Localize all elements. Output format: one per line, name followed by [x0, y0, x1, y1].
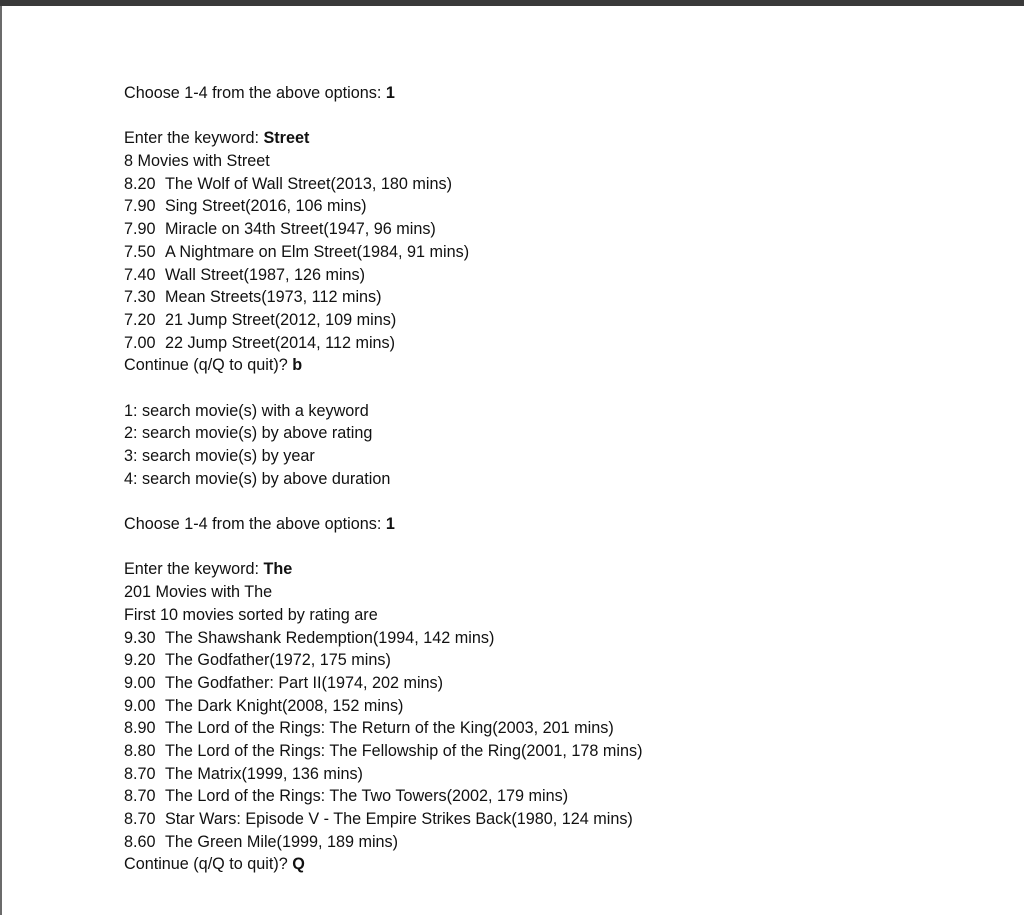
movie-rating: 8.60 — [124, 832, 156, 851]
movie-rating: 7.50 — [124, 242, 156, 261]
keyword-answer: The — [263, 560, 293, 579]
blank-line — [124, 536, 1004, 559]
movie-title: Sing Street(2016, 106 mins) — [165, 197, 367, 216]
movie-rating: 9.20 — [124, 651, 156, 670]
movie-row — [124, 717, 1004, 740]
movie-title: The Lord of the Rings: The Two Towers(2002, 179 mins) — [165, 787, 569, 806]
movie-row — [124, 309, 1004, 332]
movie-row — [124, 808, 1004, 831]
blank-line — [124, 490, 1004, 513]
continue-line — [124, 853, 1004, 876]
movie-rating: 8.20 — [124, 174, 156, 193]
movie-row — [124, 264, 1004, 287]
movie-title: Wall Street(1987, 126 mins) — [165, 265, 366, 284]
movie-title: 22 Jump Street(2014, 112 mins) — [165, 333, 396, 352]
movie-rating: 7.40 — [124, 265, 156, 284]
movie-row — [124, 332, 1004, 355]
choose-prompt: Choose 1-4 from the above options: — [124, 515, 386, 534]
movie-row — [124, 286, 1004, 309]
sorted-note: First 10 movies sorted by rating are — [124, 605, 378, 624]
movie-rating: 8.70 — [124, 764, 156, 783]
movie-title: The Shawshank Redemption(1994, 142 mins) — [165, 628, 495, 647]
movie-rating: 7.90 — [124, 220, 156, 239]
continue-prompt: Continue (q/Q to quit)? — [124, 356, 293, 375]
blank-line — [124, 377, 1004, 400]
movie-row — [124, 649, 1004, 672]
keyword-answer: Street — [263, 129, 310, 148]
continue-prompt: Continue (q/Q to quit)? — [124, 855, 293, 874]
movie-rating: 8.70 — [124, 810, 156, 828]
movie-title: The Matrix(1999, 136 mins) — [165, 764, 363, 783]
movie-rating: 7.90 — [124, 197, 156, 216]
result-count: 8 Movies with Street — [124, 152, 270, 171]
movie-rating: 9.00 — [124, 696, 156, 715]
movie-rating: 9.30 — [124, 628, 156, 647]
movie-title: The Wolf of Wall Street(2013, 180 mins) — [165, 174, 452, 193]
blank-line — [124, 105, 1004, 128]
movie-title: A Nightmare on Elm Street(1984, 91 mins) — [165, 242, 470, 261]
movie-row — [124, 695, 1004, 718]
keyword-line — [124, 558, 1004, 581]
movie-title: The Godfather(1972, 175 mins) — [165, 651, 391, 670]
page-left-edge — [0, 6, 2, 915]
movie-title: The Godfather: Part II(1974, 202 mins) — [165, 673, 444, 692]
movie-title: The Lord of the Rings: The Fellowship of the Ring(2001, 178 mins) — [165, 741, 643, 760]
movie-rating: 7.00 — [124, 333, 156, 352]
movie-row — [124, 218, 1004, 241]
movie-row — [124, 173, 1004, 196]
movie-rating: 8.80 — [124, 741, 156, 760]
movie-title: The Green Mile(1999, 189 mins) — [165, 832, 399, 851]
movie-row — [124, 672, 1004, 695]
continue-answer: Q — [292, 855, 305, 874]
movie-row — [124, 195, 1004, 218]
menu-option: 2: search movie(s) by above rating — [124, 424, 373, 443]
movie-title: Mean Streets(1973, 112 mins) — [165, 288, 382, 307]
movie-title: 21 Jump Street(2012, 109 mins) — [165, 310, 397, 329]
menu-option: 3: search movie(s) by year — [124, 447, 315, 465]
choose-prompt: Choose 1-4 from the above options: — [124, 84, 386, 102]
movie-row — [124, 241, 1004, 264]
movie-title: The Dark Knight(2008, 152 mins) — [165, 696, 404, 715]
movie-row — [124, 740, 1004, 763]
movie-title: The Lord of the Rings: The Return of the King(2003, 201 mins) — [165, 719, 614, 738]
window-top-border — [0, 0, 1024, 6]
movie-row — [124, 831, 1004, 854]
continue-line — [124, 354, 1004, 377]
choose-answer: 1 — [385, 515, 395, 534]
keyword-prompt: Enter the keyword: — [124, 129, 264, 148]
result-count: 201 Movies with The — [124, 583, 273, 602]
menu-option: 1: search movie(s) with a keyword — [124, 401, 369, 420]
keyword-line — [124, 127, 1004, 150]
choose-option-line — [124, 513, 1004, 536]
movie-rating: 9.00 — [124, 673, 156, 692]
movie-row — [124, 785, 1004, 808]
movie-title: Star Wars: Episode V - The Empire Strikes Back(1980, 124 mins) — [165, 810, 633, 828]
movie-row — [124, 627, 1004, 650]
movie-rating: 8.70 — [124, 787, 156, 806]
movie-rating: 8.90 — [124, 719, 156, 738]
keyword-prompt: Enter the keyword: — [124, 560, 264, 579]
choose-answer: 1 — [385, 84, 395, 102]
choose-option-line — [124, 82, 1004, 105]
movie-title: Miracle on 34th Street(1947, 96 mins) — [165, 220, 436, 239]
movie-rating: 7.30 — [124, 288, 156, 307]
continue-answer: b — [292, 356, 303, 375]
menu-option: 4: search movie(s) by above duration — [124, 469, 391, 488]
movie-row — [124, 763, 1004, 786]
document-page — [124, 82, 1004, 876]
movie-rating: 7.20 — [124, 310, 156, 329]
